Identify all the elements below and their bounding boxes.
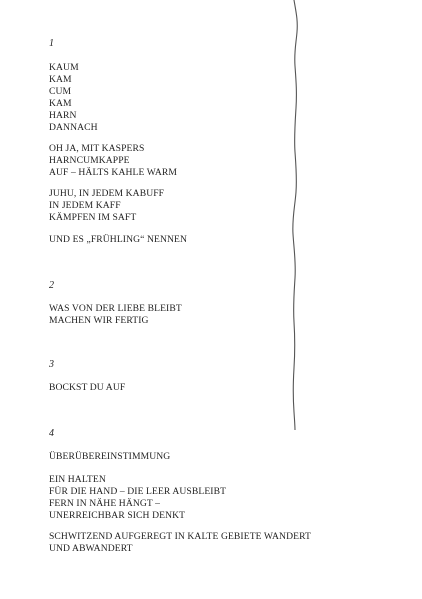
poem-1-line: KÄMPFEN IM SAFT bbox=[49, 212, 137, 223]
poem-number-3: 3 bbox=[49, 359, 54, 370]
poem-4-line: EIN HALTEN bbox=[49, 474, 106, 485]
poem-1-line: CUM bbox=[49, 86, 72, 97]
poem-1-line: DANNACH bbox=[49, 122, 98, 133]
poem-number-2: 2 bbox=[49, 280, 54, 291]
poem-1-line: OH JA, MIT KASPERS bbox=[49, 143, 145, 154]
poem-3-line: BOCKST DU AUF bbox=[49, 382, 126, 393]
poem-number-1: 1 bbox=[49, 38, 54, 49]
handdrawn-divider-line bbox=[280, 0, 310, 430]
poem-1-line: JUHU, IN JEDEM KABUFF bbox=[49, 188, 165, 199]
poem-1-line: HARNCUMKAPPE bbox=[49, 155, 130, 166]
poem-4-line: UNERREICHBAR SICH DENKT bbox=[49, 510, 186, 521]
divider-stroke bbox=[293, 0, 297, 430]
poem-1-line: KAM bbox=[49, 74, 72, 85]
poem-1-line: HARN bbox=[49, 110, 77, 121]
poem-2-line: WAS VON DER LIEBE BLEIBT bbox=[49, 303, 182, 314]
poem-1-line: UND ES „FRÜHLING“ NENNEN bbox=[49, 234, 188, 245]
poem-4-line: SCHWITZEND AUFGEREGT IN KALTE GEBIETE WANDERT bbox=[49, 531, 311, 542]
poem-number-4: 4 bbox=[49, 428, 54, 439]
poem-1-line: KAUM bbox=[49, 62, 79, 73]
poem-1-line: AUF – HÄLTS KAHLE WARM bbox=[49, 167, 177, 178]
poem-4-line: FÜR DIE HAND – DIE LEER AUSBLEIBT bbox=[49, 486, 227, 497]
poem-1-line: IN JEDEM KAFF bbox=[49, 200, 121, 211]
poem-4-line: UND ABWANDERT bbox=[49, 543, 133, 554]
poem-4-line: ÜBERÜBEREINSTIMMUNG bbox=[49, 451, 171, 462]
poem-2-line: MACHEN WIR FERTIG bbox=[49, 315, 149, 326]
poem-1-line: KAM bbox=[49, 98, 72, 109]
poem-4-line: FERN IN NÄHE HÄNGT – bbox=[49, 498, 161, 509]
